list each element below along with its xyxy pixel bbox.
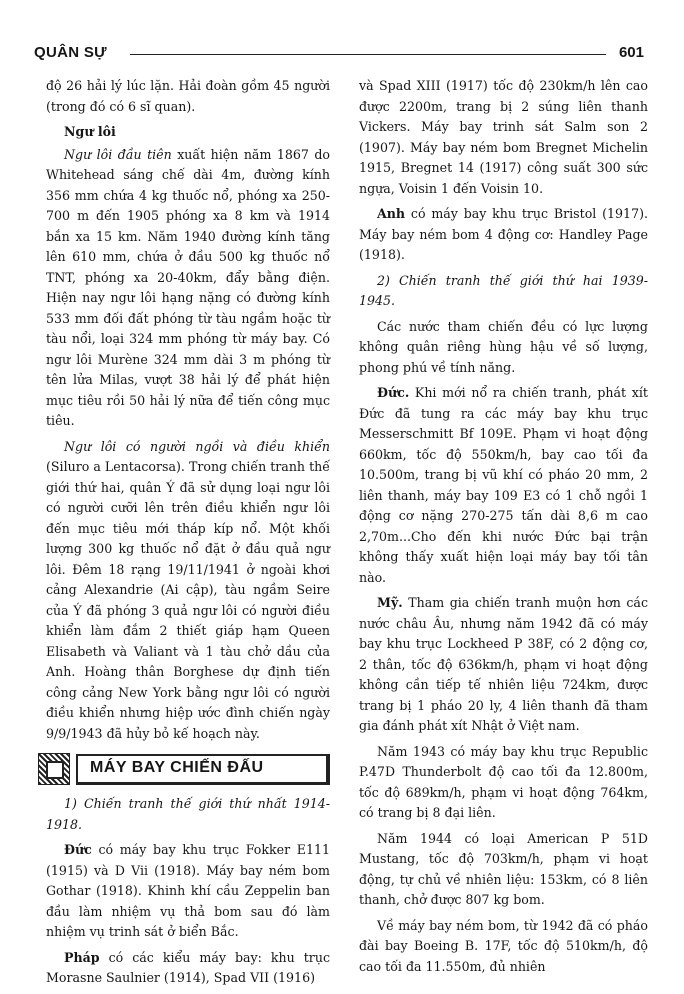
page-number: 601 [618,44,644,61]
italic-term: Ngư lôi đầu tiên [64,146,172,162]
paragraph [359,593,648,737]
bold-term: Anh [377,206,406,221]
section-ornament-icon [38,753,70,785]
right-column [359,76,648,982]
left-column [46,76,330,994]
subheading: 1) Chiến tranh thế giới thứ nhất 1914-1918. [46,796,330,832]
paragraph: Về máy bay ném bom, từ 1942 đã có pháo đài bay Boeing B. 17F, tốc độ 510km/h, độ cao tối đa 11.550m, đủ nhiên [359,917,648,974]
paragraph: độ 26 hải lý lúc lặn. Hải đoàn gồm 45 người (trong đó có 6 sĩ quan). [46,78,330,114]
bold-term: Pháp [64,949,100,965]
paragraph-text: Tham gia chiến tranh muộn hơn các nước châu Âu, nhưng năm 1942 đã có máy bay khu trục Lockheed P 38F, có 2 động cơ, 2 thân, tốc độ 636km/h, phạm vi hoạt động không cần tiếp tế nhiên liệu 724km, được trang bị 1 pháo 20 ly, 4 liên thanh đã tham gia đánh phát xít Nhật ở Việt nam. [359,595,648,733]
bold-term: Đức. [377,385,410,400]
paragraph: Các nước tham chiến đều có lực lượng không quân riêng hùng hậu về số lượng, phong phú về tính năng. [359,318,648,375]
paragraph: và Spad XIII (1917) tốc độ 230km/h lên cao được 2200m, trang bị 2 súng liên thanh Vickers. Máy bay trinh sát Salm son 2 (1907). Máy bay ném bom Bregnet Michelin 1915, Bregnet 14 (1917) công suất 300 sức ngựa, Voisin 1 đến Voisin 10. [359,78,648,196]
paragraph-text: (Siluro a Lentacorsa). Trong chiến tranh thế giới thứ hai, quân Ý đã sử dụng loại ngư lôi có người cưỡi lên trên điều khiển ngư lôi đến mục tiêu mới tháp kíp nổ. Một khối lượng 300 kg thuốc nổ đặt ở đầu quả ngư lôi. Đêm 18 rạng 19/11/1941 ở ngoài khơi cảng Alexandrie (Ai cập), tàu ngầm Seire của Ý đã phóng 3 quả ngư lôi có người điều khiển làm đắm 2 thiết giáp hạm Queen Elisabeth và Valiant và 1 tàu chở dầu của Anh. Hoàng thân Borghese dự định tiến công cảng New York bằng ngư lôi có người điều khiển nhưng hiệp ước đình chiến ngày 9/9/1943 đã hủy bỏ kế hoạch này. [46,459,330,741]
paragraph: Năm 1944 có loại American P 51D Mustang, tốc độ 703km/h, phạm vi hoạt động, tự chủ về nhiên liệu: 153km, có 8 liên thanh, chở được 807 kg bom. [359,830,648,907]
header-rule [130,54,606,55]
paragraph [46,437,330,745]
bold-term: Mỹ. [377,595,403,610]
subheading: 2) Chiến tranh thế giới thứ hai 1939-1945. [359,272,648,308]
paragraph-text: có máy bay khu trục Bristol (1917). Máy bay ném bom 4 động cơ: Handley Page (1918). [359,206,648,262]
paragraph: Năm 1943 có máy bay khu trục Republic P.47D Thunderbolt độ cao tối đa 12.800m, tốc độ 689km/h, phạm vi hoạt động 764km, có trang bị 8 đại liên. [359,743,648,820]
paragraph-text: xuất hiện năm 1867 do Whitehead sáng chế dài 4m, đường kính 356 mm chứa 4 kg thuốc nổ, phóng xa 250-700 m đến 1905 phóng xa 8 km và 1914 bắn xa 15 km. Năm 1940 đường kính tăng lên 610 mm, chứa ở đầu 500 kg thuốc nổ TNT, phóng xa 20-40km, đẩy bằng điện. Hiện nay ngư lôi hạng nặng có đường kính 533 mm đối đất phóng từ tàu ngầm hoặc từ tàu nổi, loại 324 mm phóng từ máy bay. Có ngư lôi Murène 324 mm dài 3 m phóng từ tên lửa Milas, vượt 38 hải lý để phát hiện mục tiêu rồi 50 hải lý nữa để tiến công mục tiêu. [46,146,330,428]
paragraph [46,840,330,943]
paragraph-text: Khi mới nổ ra chiến tranh, phát xít Đức đã tung ra các máy bay khu trục Messerschmitt Bf 109E. Phạm vi hoạt động 660km, tốc độ 550km/h, bay cao tối đa 10.500m, trang bị vũ khí có pháo 20 mm, 2 liên thanh, máy bay 109 E3 có 1 chỗ ngồi 1 động cơ nặng 270-275 tấn dài 8,6 m cao 2,70m...Cho đến khi nước Đức bại trận không thấy xuất hiện loại máy bay tối tân nào. [359,385,648,585]
paragraph [46,948,330,989]
paragraph-text: có các kiểu máy bay: khu trục Morasne Saulnier (1914), Spad VII (1916) [46,949,330,985]
section-heading [38,752,330,786]
paragraph [359,204,648,266]
paragraph [359,383,648,588]
italic-term: Ngư lôi có người ngồi và điều khiển [64,438,330,454]
paragraph-text: có máy bay khu trục Fokker E111 (1915) và D Vii (1918). Máy bay ném bom Gothar (1918). Khinh khí cầu Zeppelin ban đầu làm nhiệm vụ thả bom sau đó làm nhiệm vụ trinh sát ở biển Bắc. [46,842,330,939]
section-title: MÁY BAY CHIẾN ĐẤU [76,754,330,785]
page-header [34,44,644,68]
section-name: QUÂN SỰ [34,44,107,61]
torpedo-heading: Ngư lôi [64,124,116,139]
paragraph [46,145,330,432]
bold-term: Đức [64,842,92,857]
